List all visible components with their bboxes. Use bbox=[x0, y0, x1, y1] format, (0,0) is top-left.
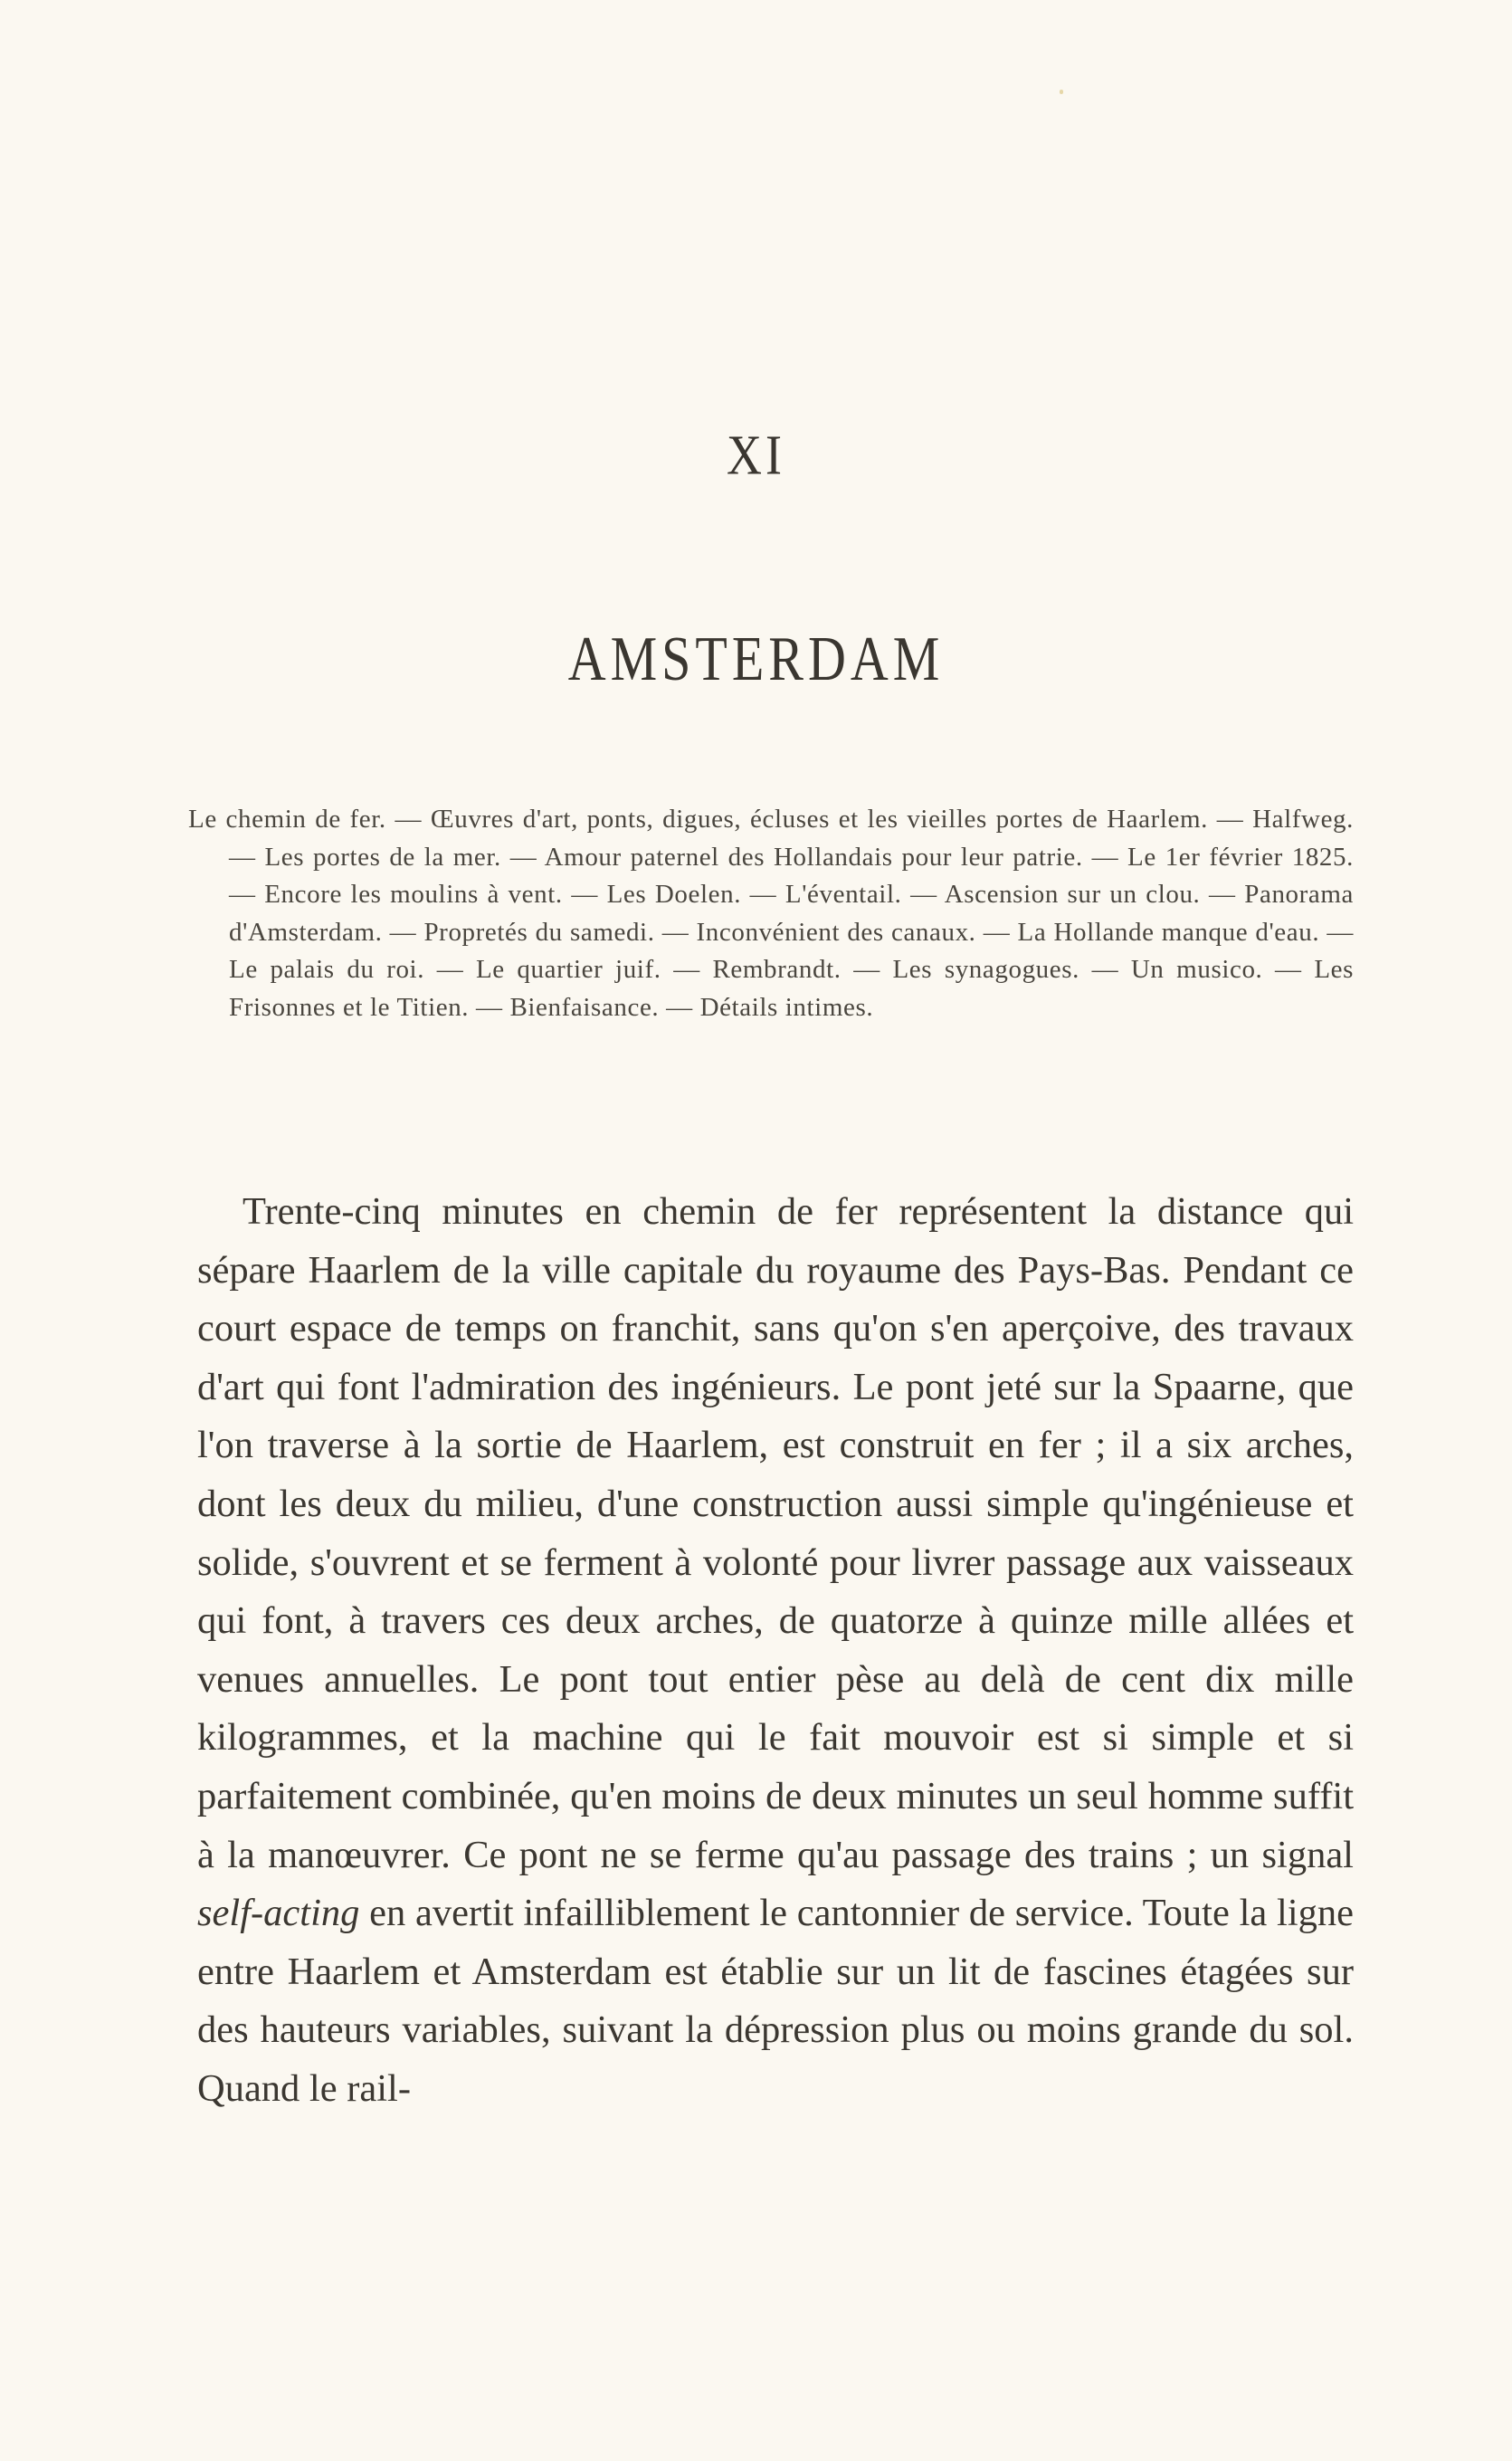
chapter-summary bbox=[188, 801, 1354, 1026]
body-text-part1: Trente-cinq minutes en chemin de fer représentent la distance qui sépare Haarlem de la ville capitale du royaume des Pays-Bas. Pendant ce court espace de temps on franchit, sans qu'on s'en aperçoive, des travaux d'art qui font l'admiration des ingénieurs. Le pont jeté sur la Spaarne, que l'on traverse à la sortie de Haarlem, est construit en fer ; il a six arches, dont les deux du milieu, d'une construction aussi simple qu'ingénieuse et solide, s'ouvrent et se ferment à volonté pour livrer passage aux vaisseaux qui font, à travers ces deux arches, de quatorze à quinze mille allées et venues annuelles. Le pont tout entier pèse au delà de cent dix mille kilogrammes, et la machine qui le fait mouvoir est si simple et si parfaitement combinée, qu'en moins de deux minutes un seul homme suffit à la manœuvrer. Ce pont ne se ferme qu'au passage des trains ; un signal bbox=[197, 1190, 1354, 1876]
body-paragraph bbox=[197, 1183, 1354, 2119]
summary-text: Le chemin de fer. — Œuvres d'art, ponts, digues, écluses et les vieilles portes de Haarlem. — Halfweg. — Les portes de la mer. — Amour paternel des Hollandais pour leur patrie. — Le 1er février 1825. — Encore les moulins à vent. — Les Doelen. — L'éventail. — Ascension sur un clou. — Panorama d'Amsterdam. — Propretés du samedi. — Inconvénient des canaux. — La Hollande manque d'eau. — Le palais du roi. — Le quartier juif. — Rembrandt. — Les synagogues. — Un musico. — Les Frisonnes et le Titien. — Bienfaisance. — Détails intimes. bbox=[188, 805, 1354, 1022]
body-italic-term: self-acting bbox=[197, 1892, 360, 1935]
body-text bbox=[197, 1183, 1354, 2119]
paper-speck bbox=[1060, 90, 1063, 94]
body-text-part2: en avertit infailliblement le cantonnier de service. Toute la ligne entre Haarlem et Amsterdam est établie sur un lit de fascines étagées sur des hauteurs variables, suivant la dépression plus ou moins grande du sol. Quand le rail- bbox=[197, 1892, 1355, 2110]
chapter-number: XI bbox=[727, 424, 785, 487]
chapter-title: AMSTERDAM bbox=[567, 623, 945, 694]
